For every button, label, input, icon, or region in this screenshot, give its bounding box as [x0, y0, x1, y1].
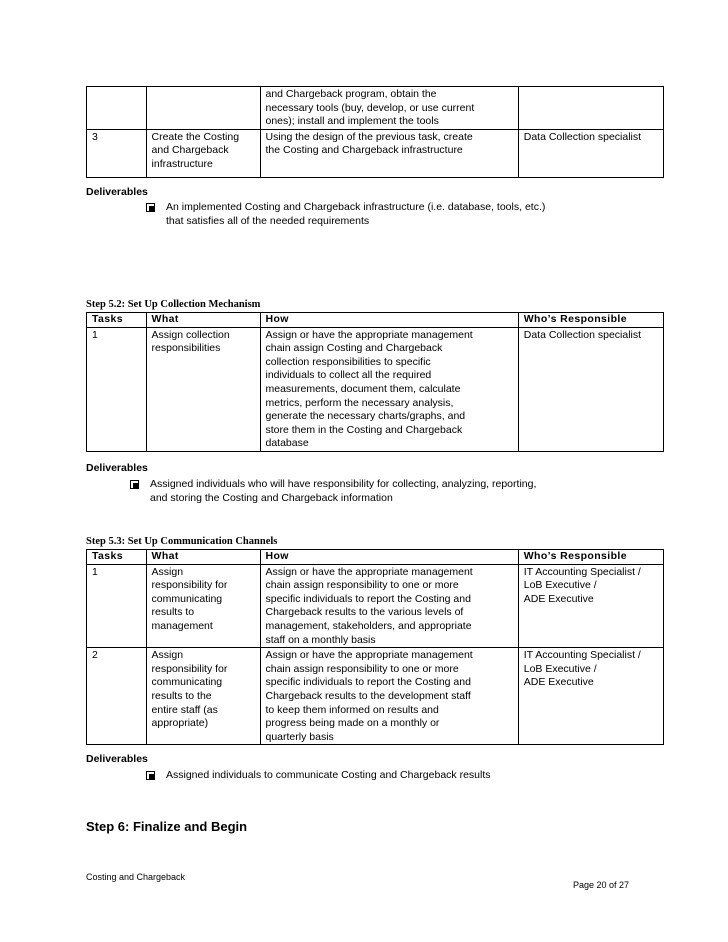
header-tasks: Tasks: [87, 550, 147, 565]
table-row: [87, 87, 664, 130]
table-header-row: [87, 550, 664, 565]
footer-page-number: Page 20 of 27: [573, 880, 630, 890]
table-row: [87, 648, 664, 745]
how-cell: Assign or have the appropriate management chain assign responsibility to one or more specific individuals to report the Costing and Chargeback results to the development staff to keep them informed on results and progress being made on a monthly or quarterly basis: [260, 648, 518, 745]
deliverable-bullet-icon: [130, 480, 139, 492]
who-cell: Data Collection specialist: [518, 129, 663, 177]
table-row: [87, 129, 664, 177]
step-6-title: Step 6: Finalize and Begin: [86, 819, 248, 834]
deliverable-item: Assigned individuals who will have responsibility for collecting, analyzing, reporting, and storing the Costing and Chargeback information: [150, 478, 537, 504]
collection-mechanism-table: [86, 312, 664, 452]
who-cell: Data Collection specialist: [518, 327, 663, 451]
how-cell: Assign or have the appropriate management chain assign responsibility to one or more specific individuals to report the Costing and Chargeback results to the various levels of management, stakeholders, and appropriate staff on a monthly basis: [260, 564, 518, 648]
table-row: [87, 327, 664, 451]
what-cell: Assign collection responsibilities: [146, 327, 260, 451]
table-header-row: [87, 313, 664, 328]
how-cell: and Chargeback program, obtain the necessary tools (buy, develop, or use current ones); install and implement the tools: [260, 87, 518, 130]
how-cell: Using the design of the previous task, create the Costing and Chargeback infrastructure: [260, 129, 518, 177]
deliverable-bullet-icon: [146, 203, 155, 215]
what-cell: Assign responsibility for communicating results to the entire staff (as appropriate): [146, 648, 260, 745]
deliverable-bullet-icon: [146, 771, 155, 783]
table-row: [87, 564, 664, 648]
header-who: Who’s Responsible: [518, 313, 663, 328]
task-cell: 1: [87, 564, 147, 648]
deliverables-heading: Deliverables: [86, 462, 148, 474]
header-what: What: [146, 550, 260, 565]
task-cell: 1: [87, 327, 147, 451]
header-what: What: [146, 313, 260, 328]
task-cell: 3: [87, 129, 147, 177]
footer-document-title: Costing and Chargeback: [86, 872, 186, 882]
task-cell: 2: [87, 648, 147, 745]
header-who: Who’s Responsible: [518, 550, 663, 565]
task-table-continued: [86, 86, 664, 178]
what-cell: [146, 87, 260, 130]
deliverables-heading: Deliverables: [86, 186, 148, 198]
header-tasks: Tasks: [87, 313, 147, 328]
header-how: How: [260, 313, 518, 328]
what-cell: Assign responsibility for communicating results to management: [146, 564, 260, 648]
who-cell: IT Accounting Specialist / LoB Executive / ADE Executive: [518, 648, 663, 745]
deliverables-heading: Deliverables: [86, 753, 148, 765]
step-5-3-title: Step 5.3: Set Up Communication Channels: [86, 536, 278, 547]
task-cell: [87, 87, 147, 130]
header-how: How: [260, 550, 518, 565]
deliverable-item: Assigned individuals to communicate Costing and Chargeback results: [166, 769, 491, 781]
step-5-2-title: Step 5.2: Set Up Collection Mechanism: [86, 299, 261, 310]
who-cell: IT Accounting Specialist / LoB Executive / ADE Executive: [518, 564, 663, 648]
deliverable-item: An implemented Costing and Chargeback infrastructure (i.e. database, tools, etc.) that satisfies all of the needed requirements: [166, 201, 546, 227]
what-cell: Create the Costing and Chargeback infrastructure: [146, 129, 260, 177]
communication-channels-table: [86, 549, 664, 745]
who-cell: [518, 87, 663, 130]
how-cell: Assign or have the appropriate management chain assign Costing and Chargeback collection responsibilities to specific individuals to collect all the required measurements, document them, calculate metrics, perform the necessary analysis, generate the necessary charts/graphs, and store them in the Costing and Chargeback database: [260, 327, 518, 451]
